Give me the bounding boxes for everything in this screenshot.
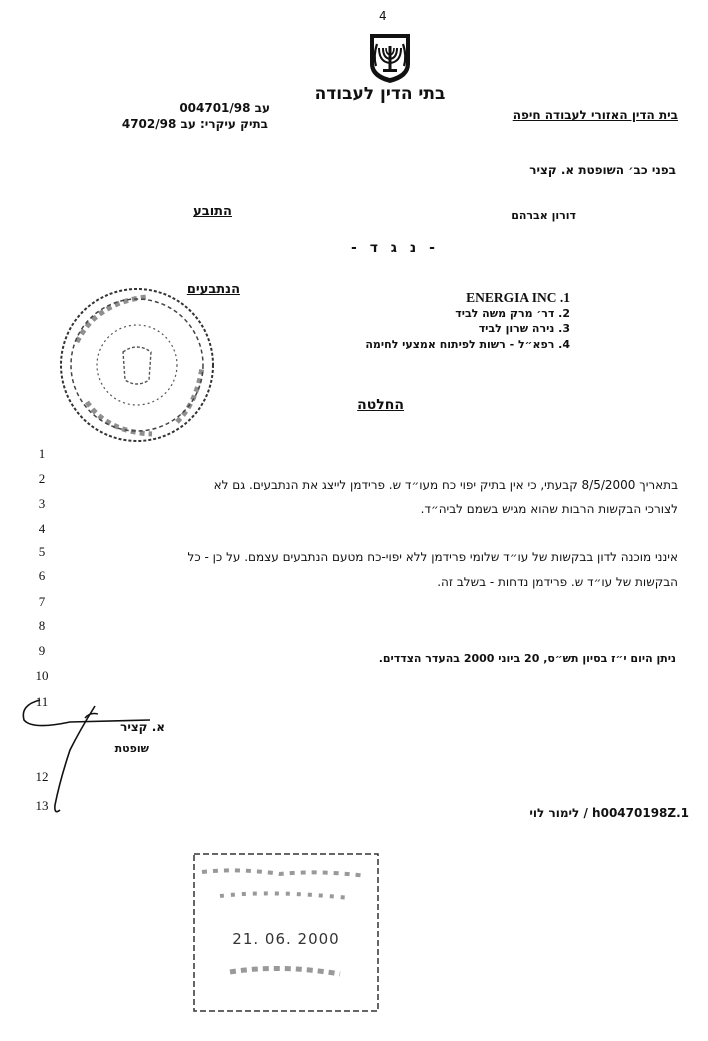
defendant-item: ENERGIA INC .1: [466, 290, 570, 305]
main-case-reference: בתיק עיקרי: עב 4702/98: [121, 117, 268, 131]
state-emblem-icon: [367, 32, 413, 84]
case-reference: עב 004701/98: [179, 101, 270, 115]
defendant-item: 4. רפא״ל - רשות לפיתוח אמצעי לחימה: [365, 337, 570, 351]
signer-name: א. קציר: [120, 720, 165, 734]
defendant-item: 3. נירה שרון לביד: [478, 322, 570, 335]
handwritten-signature: [10, 690, 160, 820]
decision-text-line: הבקשות של עו״ד ש. פרידמן נדחות - בשלב זה.: [437, 575, 678, 589]
line-number: 12: [35, 769, 49, 784]
line-number: 4: [38, 521, 46, 536]
line-number: 6: [38, 568, 46, 583]
signer-title: שופטת: [114, 742, 149, 755]
footer-code: h00470198Z.1 / לימור לוי: [529, 806, 689, 820]
line-number: 13: [35, 798, 49, 813]
line-number: 11: [35, 694, 49, 709]
decision-text-line: בתאריך 8/5/2000 קבעתי, כי אין בתיק יפוי כח מעו״ד ש. פרידמן לייצג את הנתבעים. גם לא: [213, 478, 678, 492]
defendant-item: 2. דר׳ מרק משה לביד: [455, 306, 570, 320]
defendants-role: הנתבעים: [186, 282, 240, 297]
line-number: 3: [38, 496, 46, 511]
court-title: בתי הדין לעבודה: [314, 84, 446, 104]
stamp-date: 21. 06. 2000: [232, 930, 340, 948]
page-number: 4: [379, 9, 387, 23]
plaintiff-role: התובע: [193, 204, 232, 219]
line-number: 8: [38, 618, 46, 633]
court-seal-stamp: [57, 282, 217, 448]
line-number: 7: [38, 594, 46, 609]
decision-text-line: לצורכי הבקשות הרבות שהוא מגיש בשמם לביה״ד.: [420, 502, 678, 516]
given-today-line: ניתן היום י״ז בסיון תש״ס, 20 ביוני 2000 בהעדר הצדדים.: [378, 652, 676, 665]
line-number: 9: [38, 643, 46, 658]
line-number: 2: [38, 471, 46, 486]
defendants-list: [310, 290, 570, 352]
line-number: 1: [38, 446, 46, 461]
received-stamp: [190, 850, 382, 1015]
decision-text-line: אינני מוכנה לדון בבקשות של עו״ד שלומי פרידמן ללא יפוי-כח מטעם הנתבעים עצמם. על כן - כל: [187, 550, 678, 564]
regional-court: בית הדין האזורי לעבודה חיפה: [512, 108, 678, 122]
versus-label: - נ ג ד -: [351, 240, 439, 256]
decision-title: החלטה: [357, 397, 404, 413]
line-number: 10: [35, 668, 49, 683]
line-number: 5: [38, 544, 46, 559]
plaintiff-name: דורון אברהם: [511, 209, 576, 222]
judge-line: בפני כב׳ השופטת א. קציר: [529, 163, 676, 177]
